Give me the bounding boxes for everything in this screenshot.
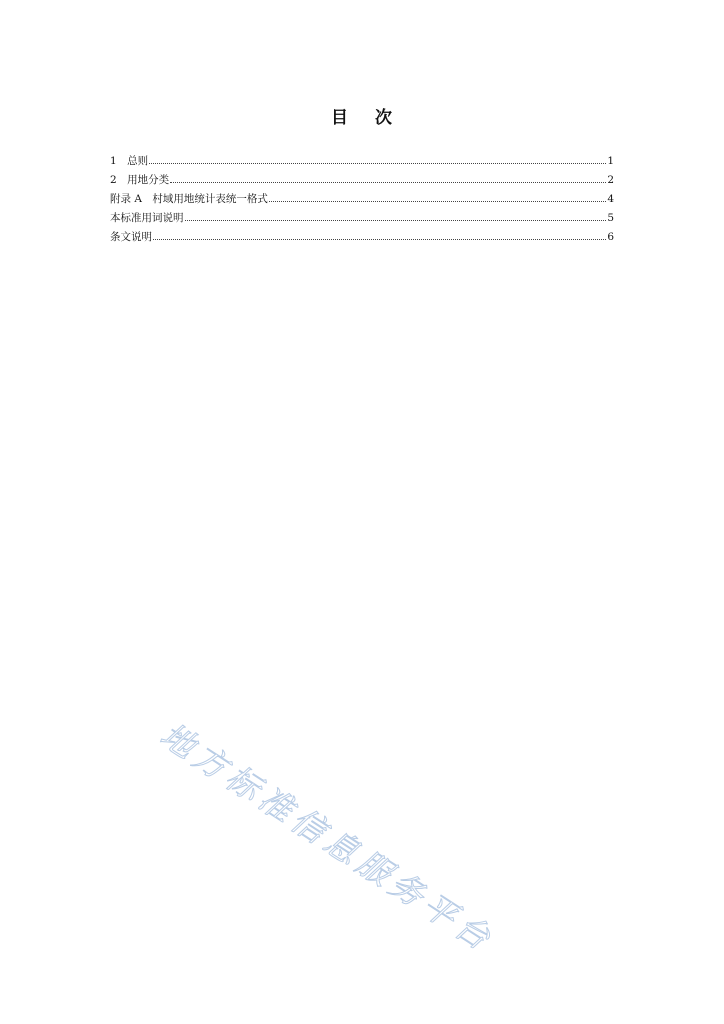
toc-entry-page: 5 [607,212,614,224]
toc-entry-label: 附录 A 村域用地统计表统一格式 [110,193,268,205]
toc-entry-appendix-a[interactable] [110,190,614,209]
toc-entry-label: 条文说明 [110,231,152,243]
toc-entry-wording-explanation[interactable] [110,209,614,228]
toc-leader-dots [170,182,606,183]
toc-entry-page: 1 [607,155,614,167]
toc-entry-general-provisions[interactable] [110,152,614,171]
toc-entry-page: 6 [607,231,614,243]
toc-entry-label: 本标准用词说明 [110,212,184,224]
toc-leader-dots [149,163,606,164]
toc-entry-label: 1 总则 [110,155,149,167]
watermark: 地方标准信息服务平台 [153,715,502,961]
toc-leader-dots [185,220,607,221]
toc-entry-page: 4 [607,193,614,205]
toc-entry-page: 2 [607,174,614,186]
toc-entry-label: 2 用地分类 [110,174,170,186]
toc-entry-land-classification[interactable] [110,171,614,190]
page-title-char-2: 次 [375,108,393,128]
toc-entry-clause-explanation[interactable] [110,228,614,247]
toc-leader-dots [269,201,606,202]
toc-leader-dots [153,239,606,240]
page-title [0,103,724,128]
page-title-char-1: 目 [331,108,349,128]
table-of-contents [110,152,614,247]
